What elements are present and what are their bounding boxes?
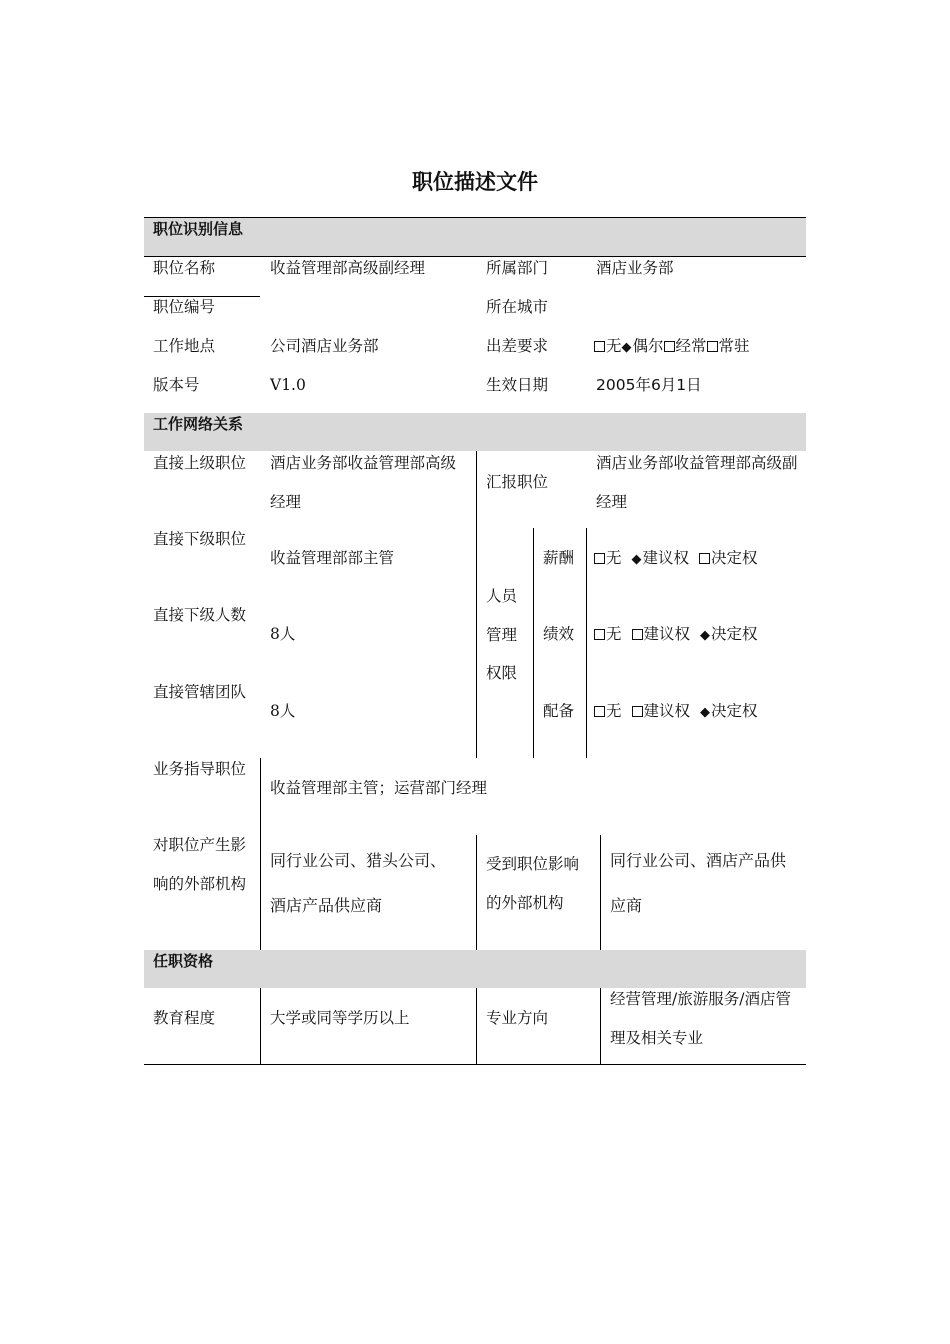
major-value: 经营管理/旅游服务/酒店管理及相关专业 <box>610 990 791 1047</box>
team-value: 8人 <box>270 702 296 720</box>
subordinate-count-label: 直接下级人数 <box>153 606 247 624</box>
authority-option-label: 建议权 <box>643 625 691 643</box>
diamond-check-icon: ◆ <box>631 552 642 567</box>
major-label: 专业方向 <box>486 1009 549 1027</box>
travel-option-label: 经常 <box>675 337 707 355</box>
page-title: 职位描述文件 <box>412 170 538 194</box>
education-label: 教育程度 <box>153 1009 216 1027</box>
authority-row-label: 薪酬 <box>543 549 575 567</box>
table-bottom-border <box>144 1064 806 1065</box>
position-name-label: 职位名称 <box>153 259 216 277</box>
diamond-check-icon: ◆ <box>621 340 632 355</box>
affects-value: 同行业公司、酒店产品供应商 <box>610 851 787 915</box>
authority-option-label: 建议权 <box>643 702 691 720</box>
divider <box>586 528 587 758</box>
travel-label: 出差要求 <box>486 337 549 355</box>
divider <box>533 528 534 758</box>
position-name-value: 收益管理部高级副经理 <box>270 259 426 277</box>
subordinate-label: 直接下级职位 <box>153 530 247 548</box>
department-value: 酒店业务部 <box>596 259 674 277</box>
version-value: V1.0 <box>270 376 306 394</box>
affected-by-label: 对职位产生影响的外部机构 <box>153 836 247 893</box>
subordinate-value: 收益管理部部主管 <box>270 549 395 567</box>
authority-option-label: 无 <box>606 702 622 720</box>
section-title-network: 工作网络关系 <box>153 415 244 433</box>
checkbox-icon <box>594 341 605 352</box>
version-label: 版本号 <box>153 376 200 394</box>
checkbox-icon <box>594 629 605 640</box>
work-location-label: 工作地点 <box>153 337 216 355</box>
report-label: 汇报职位 <box>486 473 549 491</box>
authority-option-label: 无 <box>606 625 622 643</box>
section-header-identification <box>144 218 806 256</box>
department-label: 所属部门 <box>486 259 549 277</box>
superior-label: 直接上级职位 <box>153 454 247 472</box>
checkbox-icon <box>632 629 643 640</box>
checkbox-icon <box>632 706 643 717</box>
authority-label: 人员管理权限 <box>486 587 518 682</box>
diamond-check-icon: ◆ <box>700 705 711 720</box>
guidance-value: 收益管理部主管；运营部门经理 <box>270 779 488 797</box>
travel-option-label: 常驻 <box>718 337 750 355</box>
authority-option-label: 决定权 <box>711 549 758 567</box>
authority-row-label: 配备 <box>543 702 575 720</box>
divider <box>600 835 601 950</box>
authority-option-label: 无 <box>606 549 622 567</box>
divider <box>600 988 601 1065</box>
guidance-label: 业务指导职位 <box>153 760 247 778</box>
divider <box>144 256 806 257</box>
divider <box>476 451 477 758</box>
checkbox-icon <box>664 341 675 352</box>
affected-by-value: 同行业公司、猎头公司、酒店产品供应商 <box>270 851 447 915</box>
travel-options <box>594 327 750 368</box>
position-code-label: 职位编号 <box>153 298 216 316</box>
team-label: 直接管辖团队 <box>153 683 247 701</box>
authority-option-label: 建议权 <box>642 549 690 567</box>
divider <box>476 988 477 1065</box>
superior-value: 酒店业务部收益管理部高级经理 <box>270 454 457 511</box>
authority-options <box>594 692 758 733</box>
report-value: 酒店业务部收益管理部高级副经理 <box>596 454 798 511</box>
divider <box>476 835 477 950</box>
checkbox-icon <box>699 553 710 564</box>
checkbox-icon <box>594 706 605 717</box>
work-location-value: 公司酒店业务部 <box>270 337 379 355</box>
travel-option-label: 偶尔 <box>632 337 664 355</box>
authority-option-label: 决定权 <box>711 702 758 720</box>
travel-option-label: 无 <box>606 337 622 355</box>
divider <box>260 988 261 1065</box>
authority-row-label: 绩效 <box>543 625 575 643</box>
checkbox-icon <box>707 341 718 352</box>
section-title-qualifications: 任职资格 <box>153 952 214 970</box>
checkbox-icon <box>594 553 605 564</box>
city-label: 所在城市 <box>486 298 549 316</box>
authority-options <box>594 539 758 580</box>
diamond-check-icon: ◆ <box>700 628 711 643</box>
authority-options <box>594 615 758 656</box>
education-value: 大学或同等学历以上 <box>270 1009 410 1027</box>
divider <box>260 758 261 950</box>
effective-date-value: 2005年6月1日 <box>596 376 702 394</box>
effective-date-label: 生效日期 <box>486 376 549 394</box>
subordinate-count-value: 8人 <box>270 625 296 643</box>
affects-label: 受到职位影响的外部机构 <box>486 855 580 912</box>
section-title-identification: 职位识别信息 <box>153 220 244 238</box>
authority-option-label: 决定权 <box>711 625 758 643</box>
